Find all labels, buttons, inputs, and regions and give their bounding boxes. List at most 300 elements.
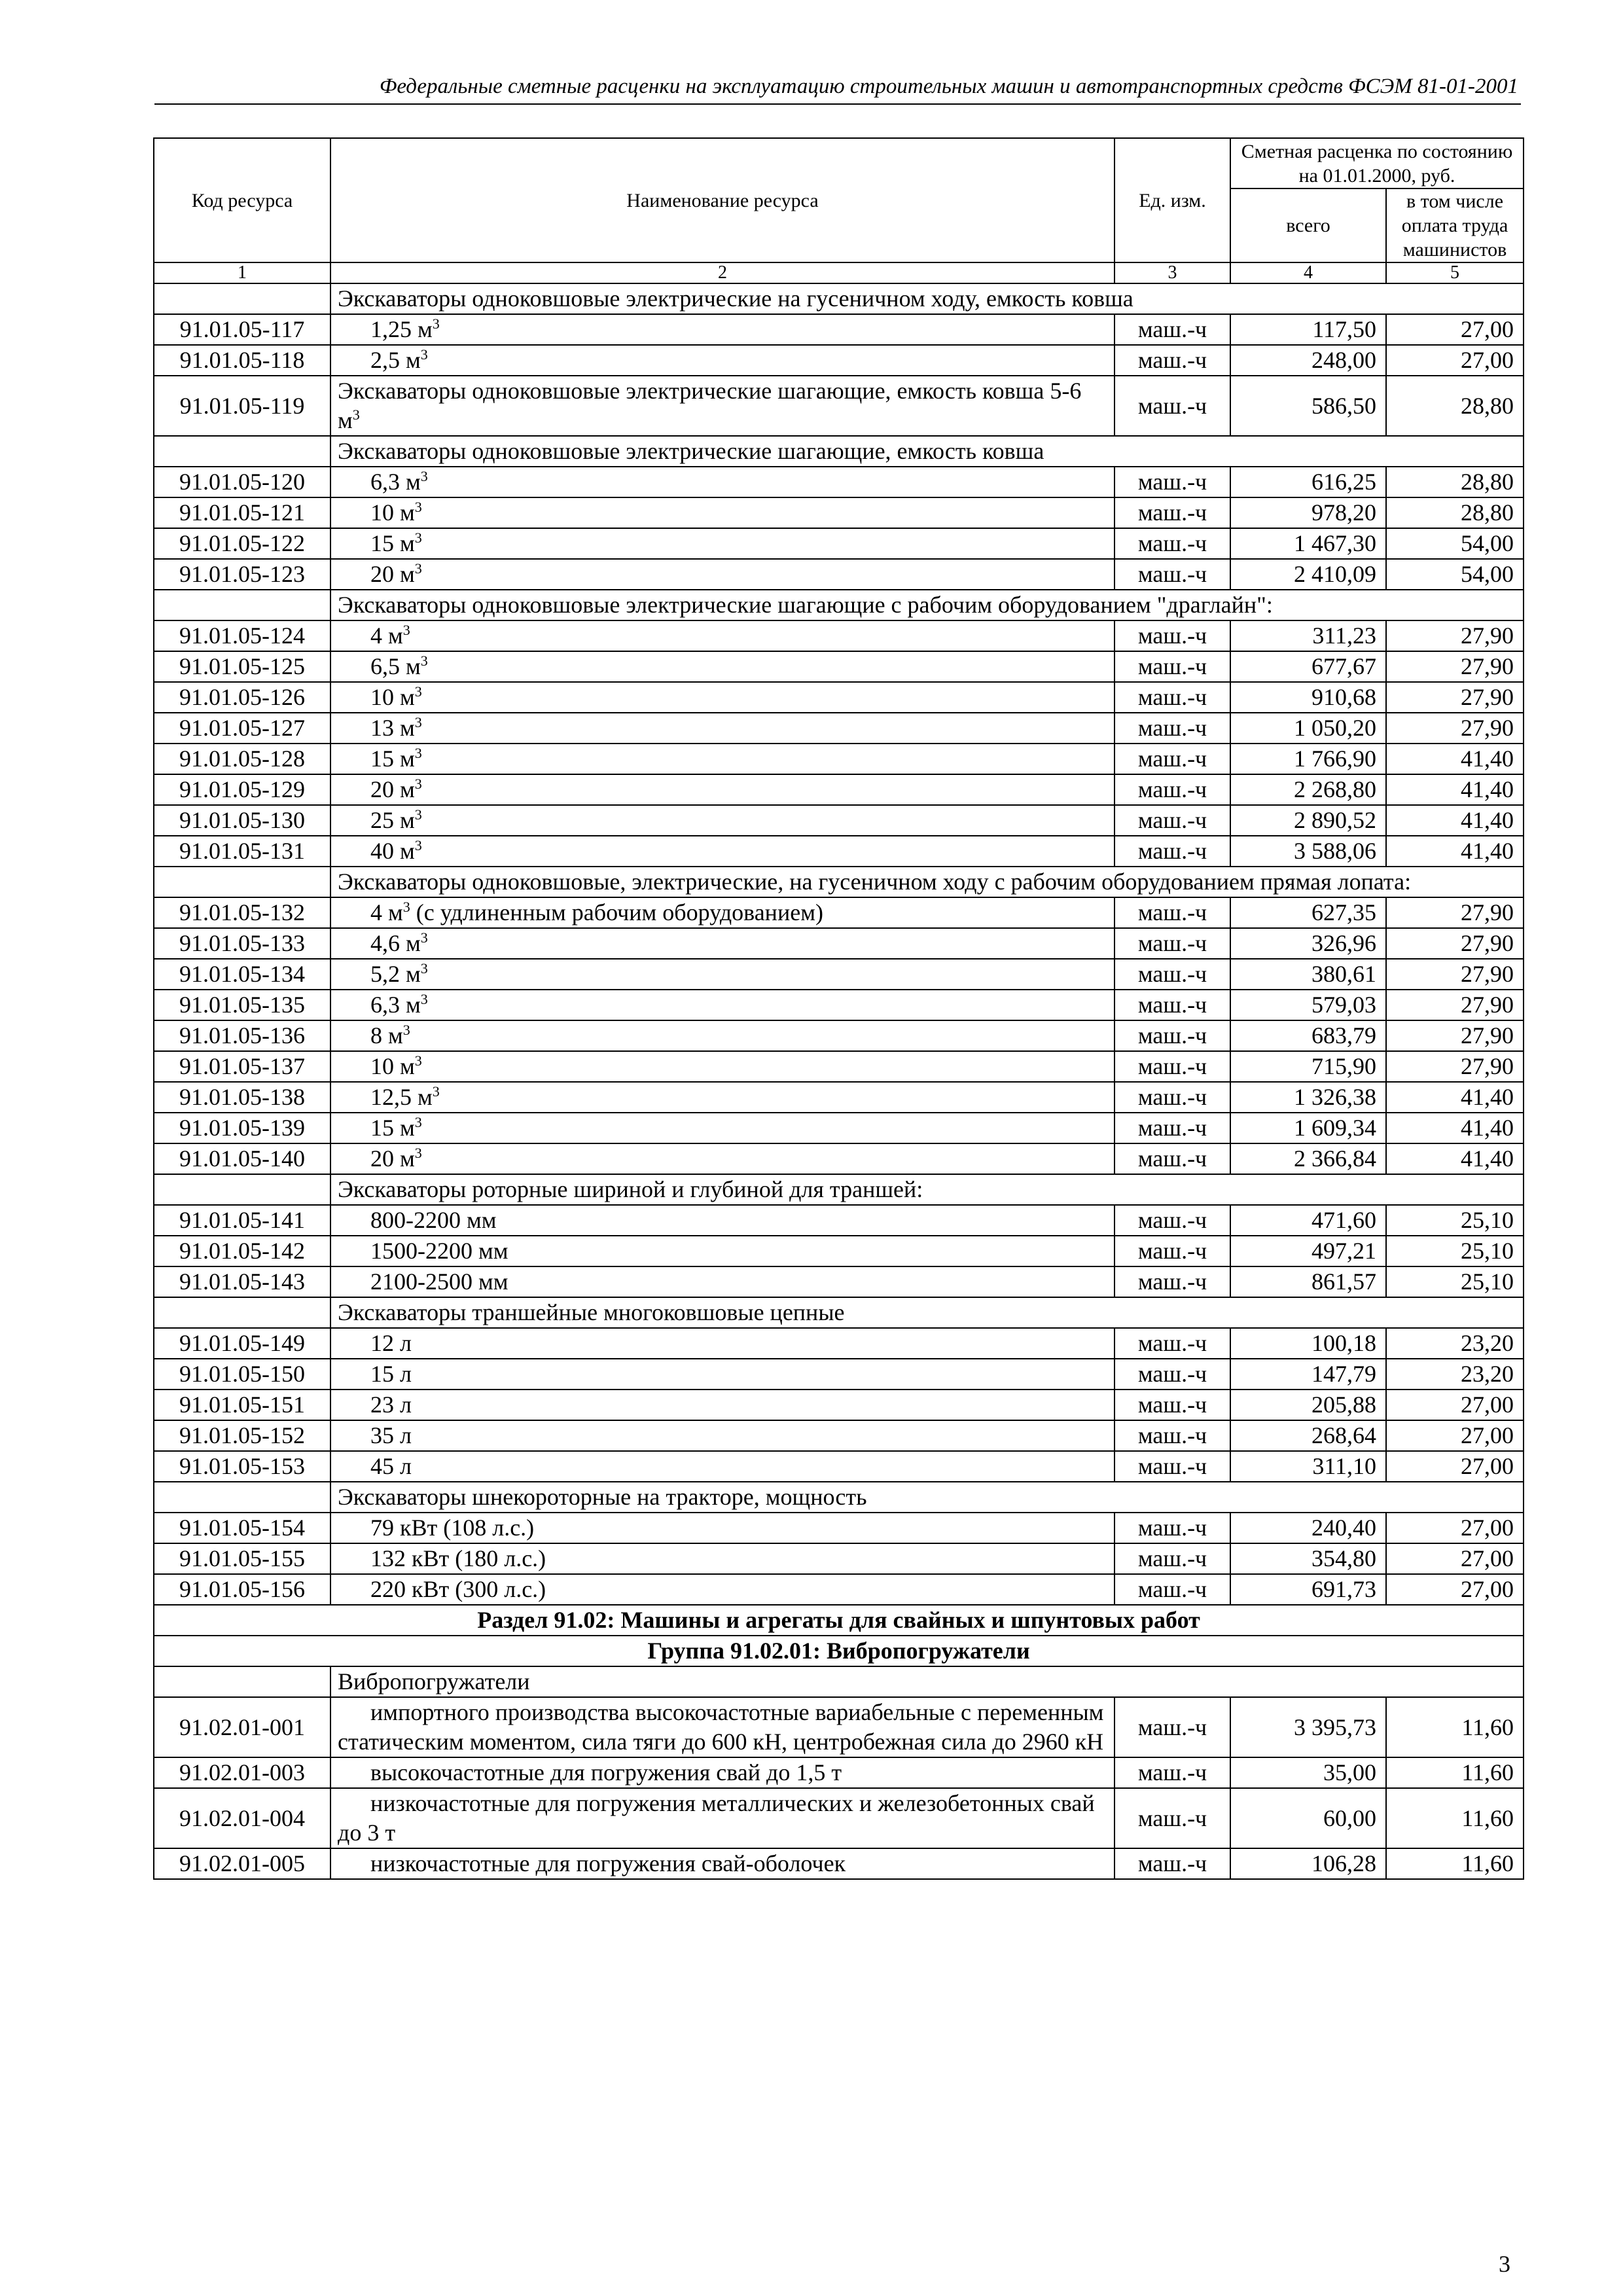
rate-labor: 27,00 (1386, 1451, 1524, 1482)
running-header: Федеральные сметные расценки на эксплуатацию строительных машин и автотранспортных средств ФСЭМ 81-01-2001 (379, 75, 1518, 98)
column-header-total: всего (1230, 188, 1386, 262)
resource-name (330, 1236, 1115, 1266)
resource-name (330, 1420, 1115, 1451)
rate-total: 579,03 (1230, 990, 1386, 1020)
resource-code: 91.01.05-122 (154, 528, 330, 559)
rate-total: 586,50 (1230, 376, 1386, 436)
unit-exponent: 3 (414, 714, 422, 730)
resource-code: 91.01.05-128 (154, 744, 330, 774)
resource-name (330, 1788, 1115, 1848)
rate-total: 3 395,73 (1230, 1697, 1386, 1757)
resource-name-text: 23 л (370, 1391, 412, 1418)
unit-of-measure: маш.-ч (1115, 559, 1230, 590)
resource-name-text: 15 м (370, 530, 415, 556)
rate-total: 910,68 (1230, 682, 1386, 713)
unit-exponent: 3 (414, 1145, 422, 1161)
resource-name (330, 1574, 1115, 1605)
resource-name-text: 15 м (370, 1115, 415, 1141)
resource-name-text: низкочастотные для погружения свай-оболочек (370, 1850, 846, 1876)
category-spacer (154, 1174, 330, 1205)
table-row (154, 1451, 1524, 1482)
resource-name (330, 467, 1115, 497)
rate-labor: 11,60 (1386, 1697, 1524, 1757)
resource-name-text: 2,5 м (370, 347, 421, 373)
resource-name-text: 20 м (370, 776, 415, 802)
column-number: 1 (154, 262, 330, 283)
unit-of-measure: маш.-ч (1115, 467, 1230, 497)
resource-name-text: 220 кВт (300 л.с.) (370, 1576, 546, 1602)
category-spacer (154, 867, 330, 897)
section-heading: Группа 91.02.01: Вибропогружатели (154, 1636, 1524, 1666)
unit-of-measure: маш.-ч (1115, 1051, 1230, 1082)
resource-name (330, 497, 1115, 528)
rate-labor: 41,40 (1386, 1143, 1524, 1174)
unit-of-measure: маш.-ч (1115, 1543, 1230, 1574)
resource-code: 91.01.05-129 (154, 774, 330, 805)
table-row (154, 314, 1524, 345)
rate-total: 2 268,80 (1230, 774, 1386, 805)
rate-total: 248,00 (1230, 345, 1386, 376)
resource-code: 91.01.05-133 (154, 928, 330, 959)
resource-name (330, 1513, 1115, 1543)
section-heading-row (154, 1605, 1524, 1636)
resource-code: 91.01.05-149 (154, 1328, 330, 1359)
rate-total: 2 366,84 (1230, 1143, 1386, 1174)
resource-name-text: 12,5 м (370, 1084, 433, 1110)
unit-of-measure: маш.-ч (1115, 497, 1230, 528)
resource-name (330, 1020, 1115, 1051)
table-row (154, 1236, 1524, 1266)
rate-labor: 27,00 (1386, 1574, 1524, 1605)
resource-code: 91.01.05-139 (154, 1113, 330, 1143)
resource-name-text: 4 м (370, 899, 403, 925)
table-row (154, 376, 1524, 436)
rate-total: 627,35 (1230, 897, 1386, 928)
rate-labor: 23,20 (1386, 1328, 1524, 1359)
unit-of-measure: маш.-ч (1115, 1757, 1230, 1788)
table-row (154, 774, 1524, 805)
resource-name-text: 132 кВт (180 л.с.) (370, 1545, 546, 1571)
category-spacer (154, 1297, 330, 1328)
rate-labor: 25,10 (1386, 1205, 1524, 1236)
rate-labor: 23,20 (1386, 1359, 1524, 1390)
resource-name (330, 1697, 1115, 1757)
resource-code: 91.01.05-152 (154, 1420, 330, 1451)
rate-labor: 41,40 (1386, 774, 1524, 805)
resource-name-text: 10 м (370, 499, 415, 526)
category-spacer (154, 1666, 330, 1697)
unit-of-measure: маш.-ч (1115, 1082, 1230, 1113)
column-header-unit: Ед. изм. (1115, 138, 1230, 262)
rates-table (153, 137, 1524, 1880)
unit-of-measure: маш.-ч (1115, 1451, 1230, 1482)
rate-labor: 11,60 (1386, 1757, 1524, 1788)
rate-labor: 27,90 (1386, 1051, 1524, 1082)
resource-name (330, 713, 1115, 744)
column-header-rate-group: Сметная расценка по состоянию на 01.01.2000, руб. (1230, 138, 1524, 188)
resource-name (330, 1113, 1115, 1143)
unit-of-measure: маш.-ч (1115, 836, 1230, 867)
rate-total: 1 766,90 (1230, 744, 1386, 774)
unit-of-measure: маш.-ч (1115, 990, 1230, 1020)
resource-name-text: 6,3 м (370, 469, 421, 495)
rate-labor: 27,00 (1386, 1390, 1524, 1420)
table-row (154, 805, 1524, 836)
resource-code: 91.01.05-141 (154, 1205, 330, 1236)
resource-name-text: 5,2 м (370, 961, 421, 987)
unit-exponent: 3 (432, 1083, 440, 1100)
resource-name-text: 35 л (370, 1422, 412, 1448)
resource-name-text: 6,3 м (370, 992, 421, 1018)
unit-exponent: 3 (414, 1114, 422, 1130)
rate-total: 117,50 (1230, 314, 1386, 345)
resource-name-suffix: (с удлиненным рабочим оборудованием) (410, 899, 823, 925)
resource-code: 91.01.05-132 (154, 897, 330, 928)
rate-total: 691,73 (1230, 1574, 1386, 1605)
table-row (154, 836, 1524, 867)
unit-exponent: 3 (414, 529, 422, 546)
rate-labor: 27,90 (1386, 959, 1524, 990)
table-row (154, 1543, 1524, 1574)
resource-code: 91.01.05-119 (154, 376, 330, 436)
resource-name-text: 10 м (370, 1053, 415, 1079)
rate-labor: 11,60 (1386, 1788, 1524, 1848)
resource-code: 91.01.05-127 (154, 713, 330, 744)
resource-code: 91.02.01-001 (154, 1697, 330, 1757)
column-header-labor: в том числе оплата труда машинистов (1386, 188, 1524, 262)
unit-exponent: 3 (414, 560, 422, 577)
table-row (154, 1359, 1524, 1390)
table-row (154, 959, 1524, 990)
unit-of-measure: маш.-ч (1115, 314, 1230, 345)
column-number: 5 (1386, 262, 1524, 283)
unit-exponent: 3 (402, 622, 410, 638)
column-number: 4 (1230, 262, 1386, 283)
rate-total: 978,20 (1230, 497, 1386, 528)
table-row (154, 1266, 1524, 1297)
unit-of-measure: маш.-ч (1115, 928, 1230, 959)
resource-name-text: 4 м (370, 622, 403, 649)
resource-name-text: низкочастотные для погружения металлических и железобетонных свай до 3 т (338, 1790, 1095, 1846)
resource-name-text: 12 л (370, 1330, 412, 1356)
category-spacer (154, 283, 330, 314)
rate-labor: 41,40 (1386, 1082, 1524, 1113)
table-row (154, 1020, 1524, 1051)
rate-labor: 54,00 (1386, 559, 1524, 590)
resource-code: 91.02.01-005 (154, 1848, 330, 1879)
rate-total: 326,96 (1230, 928, 1386, 959)
resource-name (330, 559, 1115, 590)
rate-total: 1 050,20 (1230, 713, 1386, 744)
rate-total: 380,61 (1230, 959, 1386, 990)
unit-of-measure: маш.-ч (1115, 744, 1230, 774)
unit-of-measure: маш.-ч (1115, 682, 1230, 713)
unit-exponent: 3 (414, 683, 422, 700)
resource-code: 91.02.01-004 (154, 1788, 330, 1848)
category-title: Экскаваторы траншейные многоковшовые цепные (330, 1297, 1524, 1328)
rate-total: 715,90 (1230, 1051, 1386, 1082)
table-row (154, 559, 1524, 590)
table-row (154, 1788, 1524, 1848)
unit-of-measure: маш.-ч (1115, 1788, 1230, 1848)
unit-of-measure: маш.-ч (1115, 1020, 1230, 1051)
unit-of-measure: маш.-ч (1115, 1697, 1230, 1757)
resource-name-text: 79 кВт (108 л.с.) (370, 1515, 535, 1541)
rate-total: 106,28 (1230, 1848, 1386, 1879)
unit-exponent: 3 (352, 406, 360, 423)
category-title: Экскаваторы шнекороторные на тракторе, мощность (330, 1482, 1524, 1513)
section-heading: Раздел 91.02: Машины и агрегаты для свайных и шпунтовых работ (154, 1605, 1524, 1636)
rate-labor: 28,80 (1386, 497, 1524, 528)
table-row (154, 1848, 1524, 1879)
unit-of-measure: маш.-ч (1115, 1420, 1230, 1451)
table-row (154, 1113, 1524, 1143)
unit-of-measure: маш.-ч (1115, 1113, 1230, 1143)
unit-of-measure: маш.-ч (1115, 1266, 1230, 1297)
category-title: Экскаваторы одноковшовые электрические на гусеничном ходу, емкость ковша (330, 283, 1524, 314)
rate-total: 100,18 (1230, 1328, 1386, 1359)
category-row (154, 1666, 1524, 1697)
rate-total: 2 410,09 (1230, 559, 1386, 590)
resource-name-text: 20 м (370, 1145, 415, 1172)
unit-exponent: 3 (414, 776, 422, 792)
table-row (154, 1143, 1524, 1174)
unit-exponent: 3 (414, 837, 422, 853)
resource-name (330, 1082, 1115, 1113)
rate-labor: 27,90 (1386, 620, 1524, 651)
resource-code: 91.01.05-117 (154, 314, 330, 345)
category-row (154, 436, 1524, 467)
table-row (154, 897, 1524, 928)
resource-name-text: 800-2200 мм (370, 1207, 497, 1233)
resource-name-text: импортного производства высокочастотные вариабельные с переменным статическим моментом, сила тяги до 600 кН, центробежная сила до 2960 кН (338, 1699, 1104, 1755)
resource-name (330, 897, 1115, 928)
unit-of-measure: маш.-ч (1115, 774, 1230, 805)
unit-exponent: 3 (420, 929, 428, 946)
category-row (154, 590, 1524, 620)
table-row (154, 1757, 1524, 1788)
resource-code: 91.01.05-140 (154, 1143, 330, 1174)
resource-name (330, 1390, 1115, 1420)
rate-total: 497,21 (1230, 1236, 1386, 1266)
resource-code: 91.01.05-135 (154, 990, 330, 1020)
rate-labor: 27,90 (1386, 897, 1524, 928)
resource-name (330, 1266, 1115, 1297)
rate-labor: 41,40 (1386, 805, 1524, 836)
resource-name (330, 959, 1115, 990)
table-row (154, 467, 1524, 497)
page-number: 3 (1499, 2251, 1510, 2277)
resource-code: 91.01.05-136 (154, 1020, 330, 1051)
rate-total: 35,00 (1230, 1757, 1386, 1788)
category-row (154, 1174, 1524, 1205)
resource-code: 91.01.05-123 (154, 559, 330, 590)
rate-labor: 41,40 (1386, 744, 1524, 774)
unit-of-measure: маш.-ч (1115, 1574, 1230, 1605)
resource-name (330, 928, 1115, 959)
unit-of-measure: маш.-ч (1115, 1390, 1230, 1420)
rate-labor: 27,00 (1386, 1420, 1524, 1451)
rate-total: 3 588,06 (1230, 836, 1386, 867)
category-row (154, 1297, 1524, 1328)
unit-of-measure: маш.-ч (1115, 528, 1230, 559)
table-row (154, 1205, 1524, 1236)
unit-of-measure: маш.-ч (1115, 1143, 1230, 1174)
resource-name-text: 15 л (370, 1361, 412, 1387)
resource-name-text: 1500-2200 мм (370, 1238, 508, 1264)
resource-name-text: 20 м (370, 561, 415, 587)
resource-name (330, 1757, 1115, 1788)
resource-code: 91.01.05-131 (154, 836, 330, 867)
unit-of-measure: маш.-ч (1115, 1205, 1230, 1236)
table-row (154, 1420, 1524, 1451)
resource-name-text: 4,6 м (370, 930, 421, 956)
rate-labor: 27,00 (1386, 314, 1524, 345)
resource-code: 91.01.05-118 (154, 345, 330, 376)
resource-name-text: Экскаваторы одноковшовые электрические шагающие, емкость ковша 5-6 м (338, 378, 1082, 433)
rate-labor: 54,00 (1386, 528, 1524, 559)
rate-total: 1 609,34 (1230, 1113, 1386, 1143)
resource-name-text: 8 м (370, 1022, 403, 1049)
category-title: Экскаваторы одноковшовые, электрические, на гусеничном ходу с рабочим оборудованием прямая лопата: (330, 867, 1524, 897)
rate-labor: 27,90 (1386, 1020, 1524, 1051)
category-row (154, 867, 1524, 897)
rate-labor: 25,10 (1386, 1236, 1524, 1266)
table-row (154, 620, 1524, 651)
resource-name (330, 682, 1115, 713)
rate-total: 471,60 (1230, 1205, 1386, 1236)
resource-name (330, 744, 1115, 774)
unit-of-measure: маш.-ч (1115, 897, 1230, 928)
unit-exponent: 3 (420, 346, 428, 363)
resource-name (330, 1051, 1115, 1082)
table-row (154, 928, 1524, 959)
resource-name-text: 6,5 м (370, 653, 421, 679)
resource-code: 91.01.05-126 (154, 682, 330, 713)
resource-name (330, 1359, 1115, 1390)
unit-of-measure: маш.-ч (1115, 713, 1230, 744)
resource-name (330, 836, 1115, 867)
rate-total: 1 326,38 (1230, 1082, 1386, 1113)
resource-name (330, 1451, 1115, 1482)
resource-name (330, 1143, 1115, 1174)
resource-code: 91.01.05-155 (154, 1543, 330, 1574)
rate-total: 311,10 (1230, 1451, 1386, 1482)
category-spacer (154, 1482, 330, 1513)
column-number: 2 (330, 262, 1115, 283)
unit-of-measure: маш.-ч (1115, 376, 1230, 436)
unit-of-measure: маш.-ч (1115, 1359, 1230, 1390)
resource-name (330, 376, 1115, 436)
rate-labor: 25,10 (1386, 1266, 1524, 1297)
unit-exponent: 3 (402, 1022, 410, 1038)
resource-name (330, 620, 1115, 651)
column-number-row (154, 262, 1524, 283)
category-title: Экскаваторы одноковшовые электрические шагающие с рабочим оборудованием "драглайн": (330, 590, 1524, 620)
resource-name-text: 13 м (370, 715, 415, 741)
rate-total: 354,80 (1230, 1543, 1386, 1574)
resource-name (330, 314, 1115, 345)
table-row (154, 744, 1524, 774)
table-row (154, 713, 1524, 744)
resource-code: 91.01.05-154 (154, 1513, 330, 1543)
unit-exponent: 3 (420, 991, 428, 1007)
table-row (154, 1051, 1524, 1082)
resource-name (330, 528, 1115, 559)
column-header-code: Код ресурса (154, 138, 330, 262)
table-row (154, 497, 1524, 528)
unit-of-measure: маш.-ч (1115, 345, 1230, 376)
rate-labor: 28,80 (1386, 376, 1524, 436)
rate-total: 240,40 (1230, 1513, 1386, 1543)
rate-labor: 27,90 (1386, 990, 1524, 1020)
unit-exponent: 3 (420, 468, 428, 484)
category-title: Экскаваторы одноковшовые электрические шагающие, емкость ковша (330, 436, 1524, 467)
unit-of-measure: маш.-ч (1115, 1848, 1230, 1879)
table-row (154, 1697, 1524, 1757)
resource-code: 91.01.05-138 (154, 1082, 330, 1113)
resource-name-text: 45 л (370, 1453, 412, 1479)
table-row (154, 1082, 1524, 1113)
resource-code: 91.01.05-143 (154, 1266, 330, 1297)
resource-name-text: 15 м (370, 745, 415, 772)
unit-exponent: 3 (402, 899, 410, 915)
resource-code: 91.01.05-121 (154, 497, 330, 528)
resource-name-text: 2100-2500 мм (370, 1268, 508, 1295)
table-header-row (154, 138, 1524, 188)
rate-total: 268,64 (1230, 1420, 1386, 1451)
rate-labor: 27,00 (1386, 1543, 1524, 1574)
rate-labor: 27,00 (1386, 345, 1524, 376)
rate-labor: 41,40 (1386, 836, 1524, 867)
resource-code: 91.01.05-156 (154, 1574, 330, 1605)
resource-name (330, 1328, 1115, 1359)
table-row (154, 528, 1524, 559)
category-row (154, 1482, 1524, 1513)
rate-total: 2 890,52 (1230, 805, 1386, 836)
rate-total: 683,79 (1230, 1020, 1386, 1051)
resource-code: 91.01.05-151 (154, 1390, 330, 1420)
unit-of-measure: маш.-ч (1115, 805, 1230, 836)
rate-labor: 41,40 (1386, 1113, 1524, 1143)
rate-total: 861,57 (1230, 1266, 1386, 1297)
rate-labor: 28,80 (1386, 467, 1524, 497)
unit-exponent: 3 (414, 806, 422, 823)
unit-of-measure: маш.-ч (1115, 1328, 1230, 1359)
resource-name-text: 25 м (370, 807, 415, 833)
unit-of-measure: маш.-ч (1115, 651, 1230, 682)
table-row (154, 1574, 1524, 1605)
resource-code: 91.01.05-137 (154, 1051, 330, 1082)
category-title: Экскаваторы роторные шириной и глубиной для траншей: (330, 1174, 1524, 1205)
resource-name-text: 40 м (370, 838, 415, 864)
resource-name (330, 1848, 1115, 1879)
resource-name-text: высокочастотные для погружения свай до 1,5 т (370, 1759, 842, 1785)
unit-of-measure: маш.-ч (1115, 620, 1230, 651)
resource-code: 91.01.05-142 (154, 1236, 330, 1266)
rate-total: 147,79 (1230, 1359, 1386, 1390)
unit-exponent: 3 (414, 499, 422, 515)
rate-total: 616,25 (1230, 467, 1386, 497)
resource-code: 91.01.05-125 (154, 651, 330, 682)
resource-name (330, 774, 1115, 805)
rate-total: 205,88 (1230, 1390, 1386, 1420)
unit-exponent: 3 (420, 653, 428, 669)
resource-name (330, 345, 1115, 376)
table-row (154, 345, 1524, 376)
header-rule (154, 103, 1521, 105)
resource-name (330, 651, 1115, 682)
